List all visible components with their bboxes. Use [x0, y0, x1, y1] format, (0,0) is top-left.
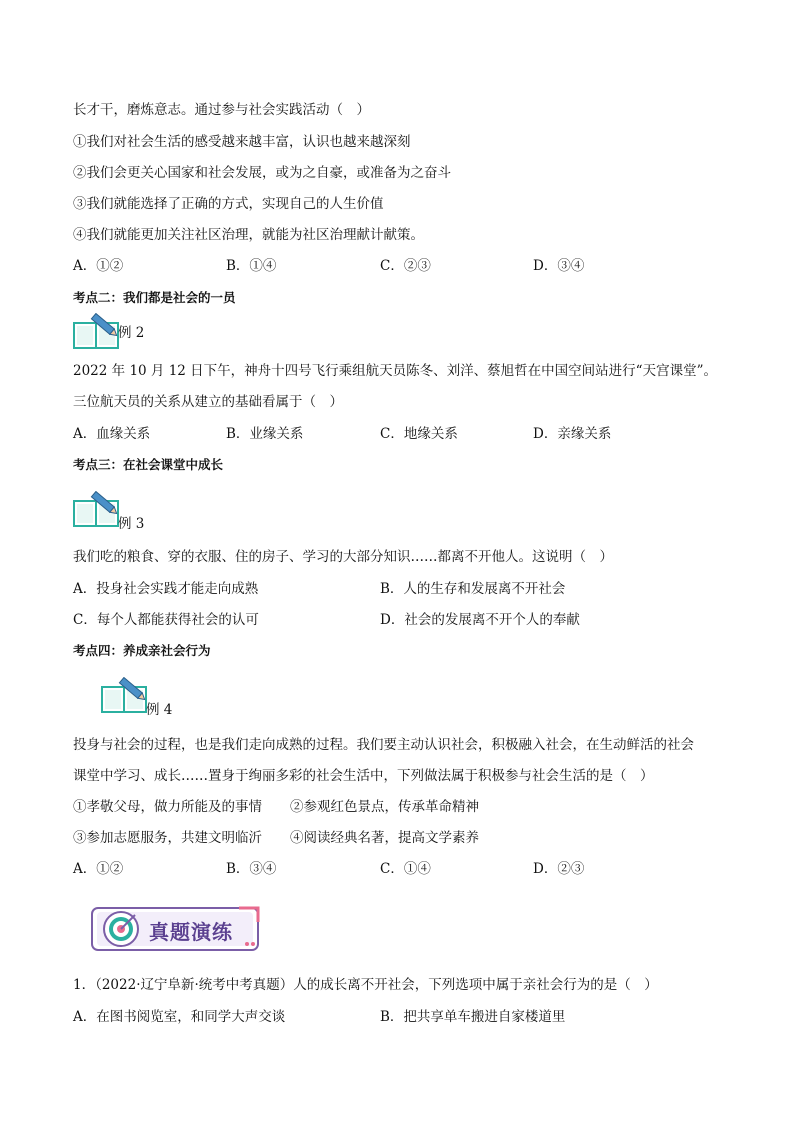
q1-option-c: C．②③	[380, 258, 431, 274]
example-3-label: 例 3	[118, 516, 145, 532]
example-4-label: 例 4	[146, 702, 173, 718]
section4-stem-line1: 投身与社会的过程，也是我们走向成熟的过程。我们要主动认识社会，积极融入社会，在生动鲜活的社会	[73, 737, 694, 753]
q1-statement-2: ②我们会更关心国家和社会发展，或为之自豪，或准备为之奋斗	[73, 165, 451, 181]
q1-statement-4: ④我们就能更加关注社区治理，就能为社区治理献计献策。	[73, 227, 424, 243]
practice-banner	[89, 904, 263, 954]
ex4-statement-3: ③参加志愿服务，共建文明临沂	[73, 830, 262, 846]
ex4-option-b: B．③④	[226, 861, 277, 877]
section3-stem: 我们吃的粮食、穿的衣服、住的房子、学习的大部分知识……都离不开他人。这说明（ ）	[73, 549, 613, 565]
section2-title: 考点二：我们都是社会的一员	[73, 290, 236, 305]
ex2-option-d: D．亲缘关系	[533, 426, 612, 442]
ex3-option-c: C．每个人都能获得社会的认可	[73, 612, 259, 628]
ex3-option-b: B．人的生存和发展离不开社会	[380, 581, 566, 597]
banner-title: 真题演练	[149, 920, 233, 944]
q1-option-d: D．③④	[533, 258, 585, 274]
ex2-option-b: B．业缘关系	[226, 426, 304, 442]
book-pencil-icon	[73, 313, 119, 349]
ex4-option-a: A．①②	[73, 861, 124, 877]
section4-stem-line2: 课堂中学习、成长……置身于绚丽多彩的社会生活中，下列做法属于积极参与社会生活的是（ ）	[73, 768, 654, 784]
ex4-statement-1: ①孝敬父母，做力所能及的事情	[73, 799, 262, 815]
book-pencil-icon	[73, 491, 119, 527]
ex3-option-d: D．社会的发展离不开个人的奉献	[380, 612, 580, 628]
ex4-statement-4: ④阅读经典名著，提高文学素养	[290, 830, 479, 846]
ex2-option-c: C．地缘关系	[380, 426, 458, 442]
ex4-statement-2: ②参观红色景点，传承革命精神	[290, 799, 479, 815]
section2-stem-line1: 2022 年 10 月 12 日下午，神舟十四号飞行乘组航天员陈冬、刘洋、蔡旭哲在中国空间站进行“天宫课堂”。	[73, 363, 717, 379]
example-2-label: 例 2	[118, 325, 145, 341]
q1-statement-1: ①我们对社会生活的感受越来越丰富，认识也越来越深刻	[73, 134, 411, 150]
section2-stem-line2: 三位航天员的关系从建立的基础看属于（ ）	[73, 394, 343, 410]
target-icon	[101, 909, 141, 949]
ex2-option-a: A．血缘关系	[73, 426, 151, 442]
ex4-option-d: D．②③	[533, 861, 585, 877]
ex3-option-a: A．投身社会实践才能走向成熟	[73, 581, 259, 597]
practice-q1-option-b: B．把共享单车搬进自家楼道里	[380, 1009, 566, 1025]
q1-stem: 长才干，磨炼意志。通过参与社会实践活动（ ）	[73, 102, 370, 118]
q1-option-b: B．①④	[226, 258, 277, 274]
practice-q1-option-a: A．在图书阅览室，和同学大声交谈	[73, 1009, 286, 1025]
ex4-option-c: C．①④	[380, 861, 431, 877]
book-pencil-icon	[101, 677, 147, 713]
section4-title: 考点四：养成亲社会行为	[73, 643, 211, 658]
section3-title: 考点三：在社会课堂中成长	[73, 457, 224, 472]
q1-statement-3: ③我们就能选择了正确的方式，实现自己的人生价值	[73, 196, 384, 212]
practice-q1-stem: 1．（2022·辽宁阜新·统考中考真题）人的成长离不开社会，下列选项中属于亲社会行为的是（ ）	[73, 977, 658, 993]
q1-option-a: A．①②	[73, 258, 124, 274]
